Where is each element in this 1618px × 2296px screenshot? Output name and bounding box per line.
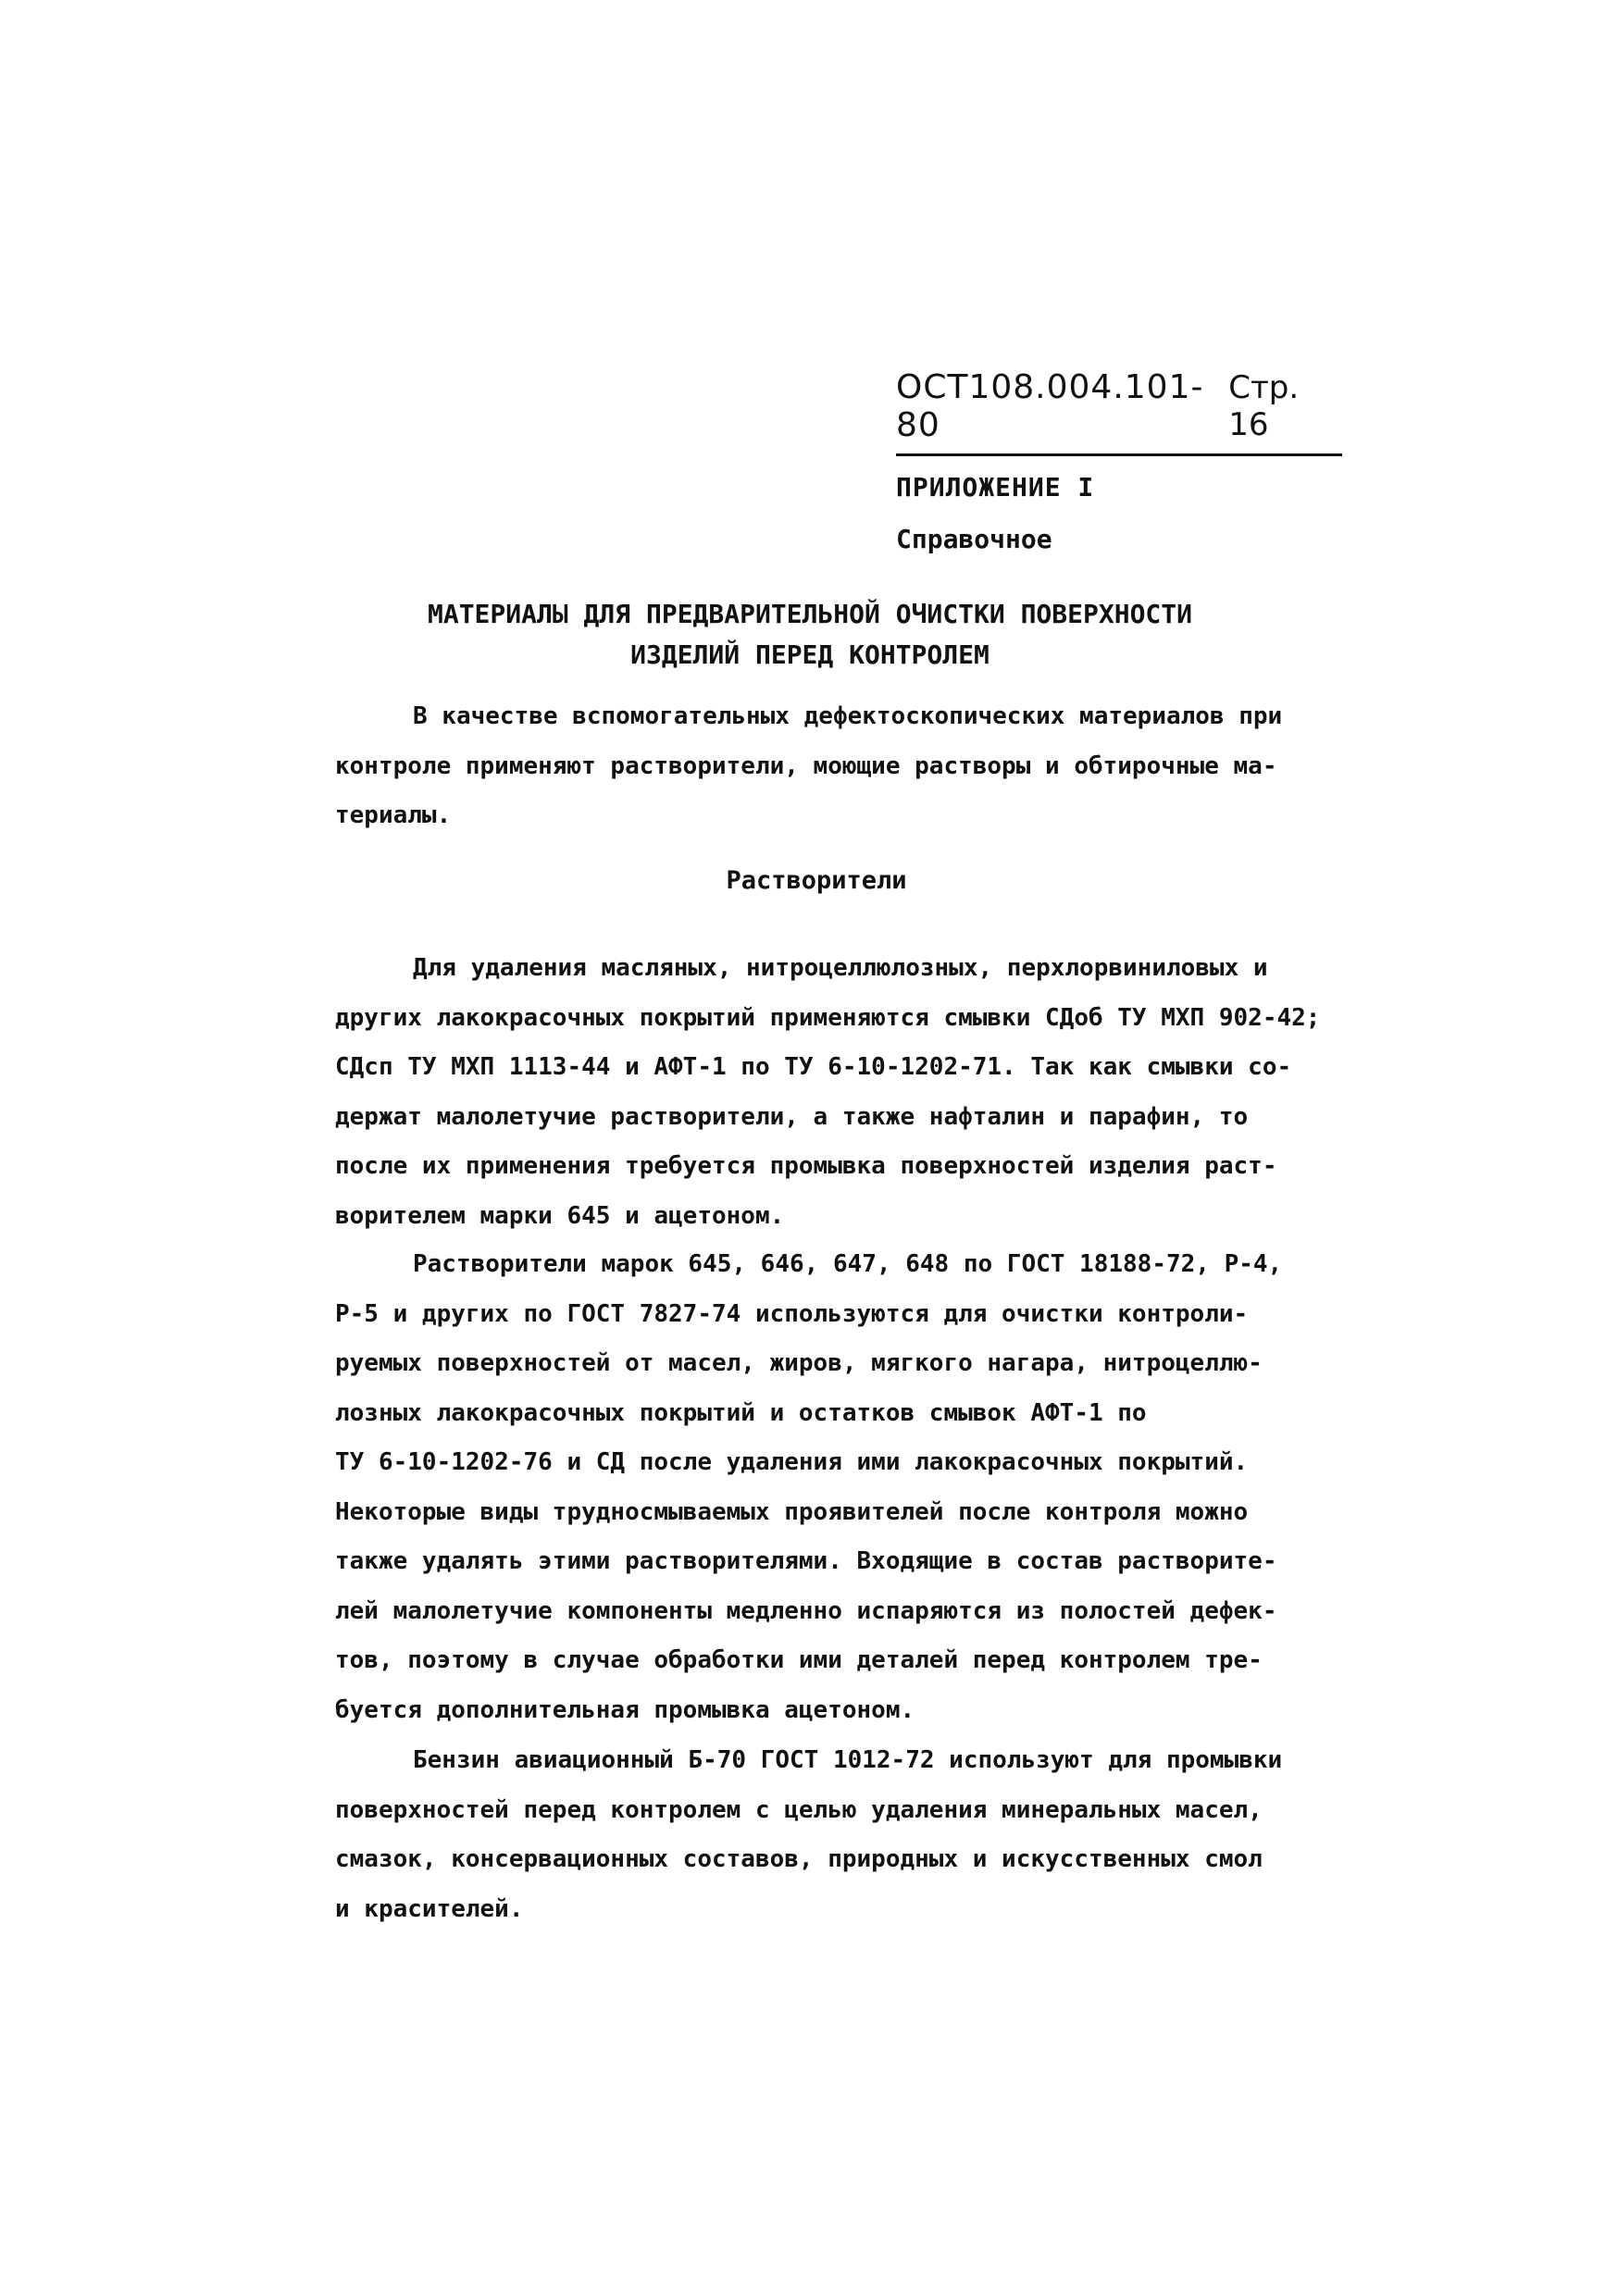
text-line: Р-5 и других по ГОСТ 7827-74 используются для очистки контроли-	[335, 1299, 1249, 1328]
text-line: контроле применяют растворители, моющие растворы и обтирочные ма-	[335, 751, 1277, 780]
page-header	[896, 368, 1342, 456]
text-line: Для удаления масляных, нитроцеллюлозных, перхлорвиниловых и	[413, 954, 1268, 982]
text-line: Растворители марок 645, 646, 647, 648 по ГОСТ 18188-72, Р-4,	[413, 1250, 1283, 1278]
text-line: В качестве вспомогательных дефектоскопических материалов при	[413, 702, 1283, 730]
text-line: смазок, консервационных составов, природных и искусственных смол	[335, 1845, 1263, 1873]
text-line: лозных лакокрасочных покрытий и остатков смывок АФТ-1 по	[335, 1398, 1147, 1427]
page-number: Стр. 16	[1228, 369, 1300, 443]
appendix-label: ПРИЛОЖЕНИЕ I	[896, 472, 1095, 503]
document-title	[278, 594, 1342, 676]
text-line: поверхностей перед контролем с целью удаления минеральных масел,	[335, 1795, 1263, 1824]
text-line: ворителем марки 645 и ацетоном.	[335, 1201, 785, 1230]
text-line: лей малолетучие компоненты медленно испаряются из полостей дефек-	[335, 1596, 1277, 1625]
text-line: тов, поэтому в случае обработки ими деталей перед контролем тре-	[335, 1646, 1263, 1674]
title-line: ИЗДЕЛИЙ ПЕРЕД КОНТРОЛЕМ	[630, 639, 989, 670]
paragraph-washes	[335, 944, 1321, 1241]
paragraph-solvents	[335, 1240, 1298, 1735]
title-line: МАТЕРИАЛЫ ДЛЯ ПРЕДВАРИТЕЛЬНОЙ ОЧИСТКИ ПОВЕРХНОСТИ	[427, 599, 1192, 629]
text-line: ТУ 6-10-1202-76 и СД после удаления ими лакокрасочных покрытий.	[335, 1448, 1249, 1476]
appendix-type: Справочное	[896, 524, 1052, 554]
text-line: других лакокрасочных покрытий применяются смывки СДоб ТУ МХП 902-42;	[335, 1003, 1321, 1032]
text-line: териалы.	[335, 801, 452, 829]
paragraph-gasoline	[335, 1736, 1298, 1934]
text-line: буется дополнительная промывка ацетоном.	[335, 1695, 915, 1724]
text-line: после их применения требуется промывка поверхностей изделия раст-	[335, 1152, 1277, 1180]
intro-paragraph	[335, 692, 1298, 841]
document-code: ОСТ108.004.101-80	[896, 368, 1204, 444]
section-heading: Растворители	[726, 866, 907, 895]
text-line: и красителей.	[335, 1894, 524, 1923]
text-line: руемых поверхностей от масел, жиров, мягкого нагара, нитроцеллю-	[335, 1349, 1263, 1377]
text-line: Бензин авиационный Б-70 ГОСТ 1012-72 используют для промывки	[413, 1746, 1283, 1774]
text-line: Некоторые виды трудносмываемых проявителей после контроля можно	[335, 1497, 1249, 1526]
text-line: держат малолетучие растворители, а также нафталин и парафин, то	[335, 1102, 1249, 1131]
text-line: также удалять этими растворителями. Входящие в состав растворите-	[335, 1547, 1277, 1575]
text-line: СДсп ТУ МХП 1113-44 и АФТ-1 по ТУ 6-10-1202-71. Так как смывки со-	[335, 1053, 1292, 1081]
